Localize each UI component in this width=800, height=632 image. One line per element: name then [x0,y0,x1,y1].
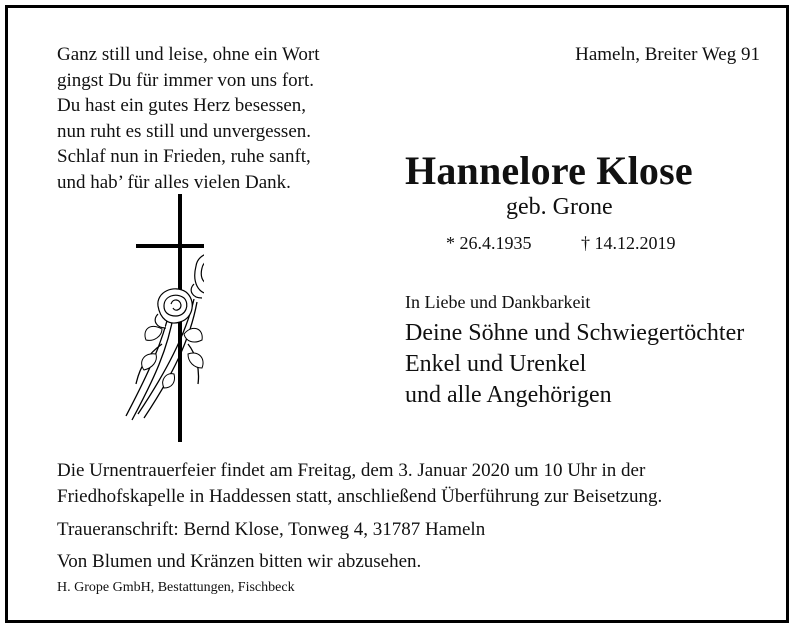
mourners-list [405,318,744,411]
poem-line: und hab’ für alles vielen Dank. [57,171,291,193]
deceased-name: Hannelore Klose [405,148,693,193]
obituary-notice [5,5,789,623]
poem [57,42,319,196]
mourners-intro: In Liebe und Dankbarkeit [405,292,591,312]
ceremony-line: Friedhofskapelle in Haddessen statt, anschließend Überführung zur Beisetzung. [57,485,663,507]
flowers-note: Von Blumen und Kränzen bitten wir abzusehen. [57,550,422,572]
cross-with-roses-icon [118,194,204,442]
funeral-details [57,458,662,574]
location: Hameln, Breiter Weg 91 [575,44,760,65]
poem-line: Du hast ein gutes Herz besessen, [57,95,307,117]
poem-line: gingst Du für immer von uns fort. [57,69,315,91]
mourners-line: Enkel und Urenkel [405,351,587,377]
birth-date: * 26.4.1935 [446,233,532,253]
mourners-line: Deine Söhne und Schwiegertöchter [405,320,745,346]
poem-line: nun ruht es still und unvergessen. [57,120,312,142]
ceremony-line: Die Urnentrauerfeier findet am Freitag, dem 3. Januar 2020 um 10 Uhr in der [57,460,646,481]
condolence-address: Traueranschrift: Bernd Klose, Tonweg 4, 31787 Hameln [57,519,486,541]
maiden-name: geb. Grone [506,194,613,220]
poem-line: Ganz still und leise, ohne ein Wort [57,44,320,65]
undertaker: H. Grope GmbH, Bestattungen, Fischbeck [57,580,295,595]
poem-line: Schlaf nun in Frieden, ruhe sanft, [57,146,311,168]
death-date: † 14.12.2019 [581,233,676,253]
mourners-line: und alle Angehörigen [405,382,612,408]
